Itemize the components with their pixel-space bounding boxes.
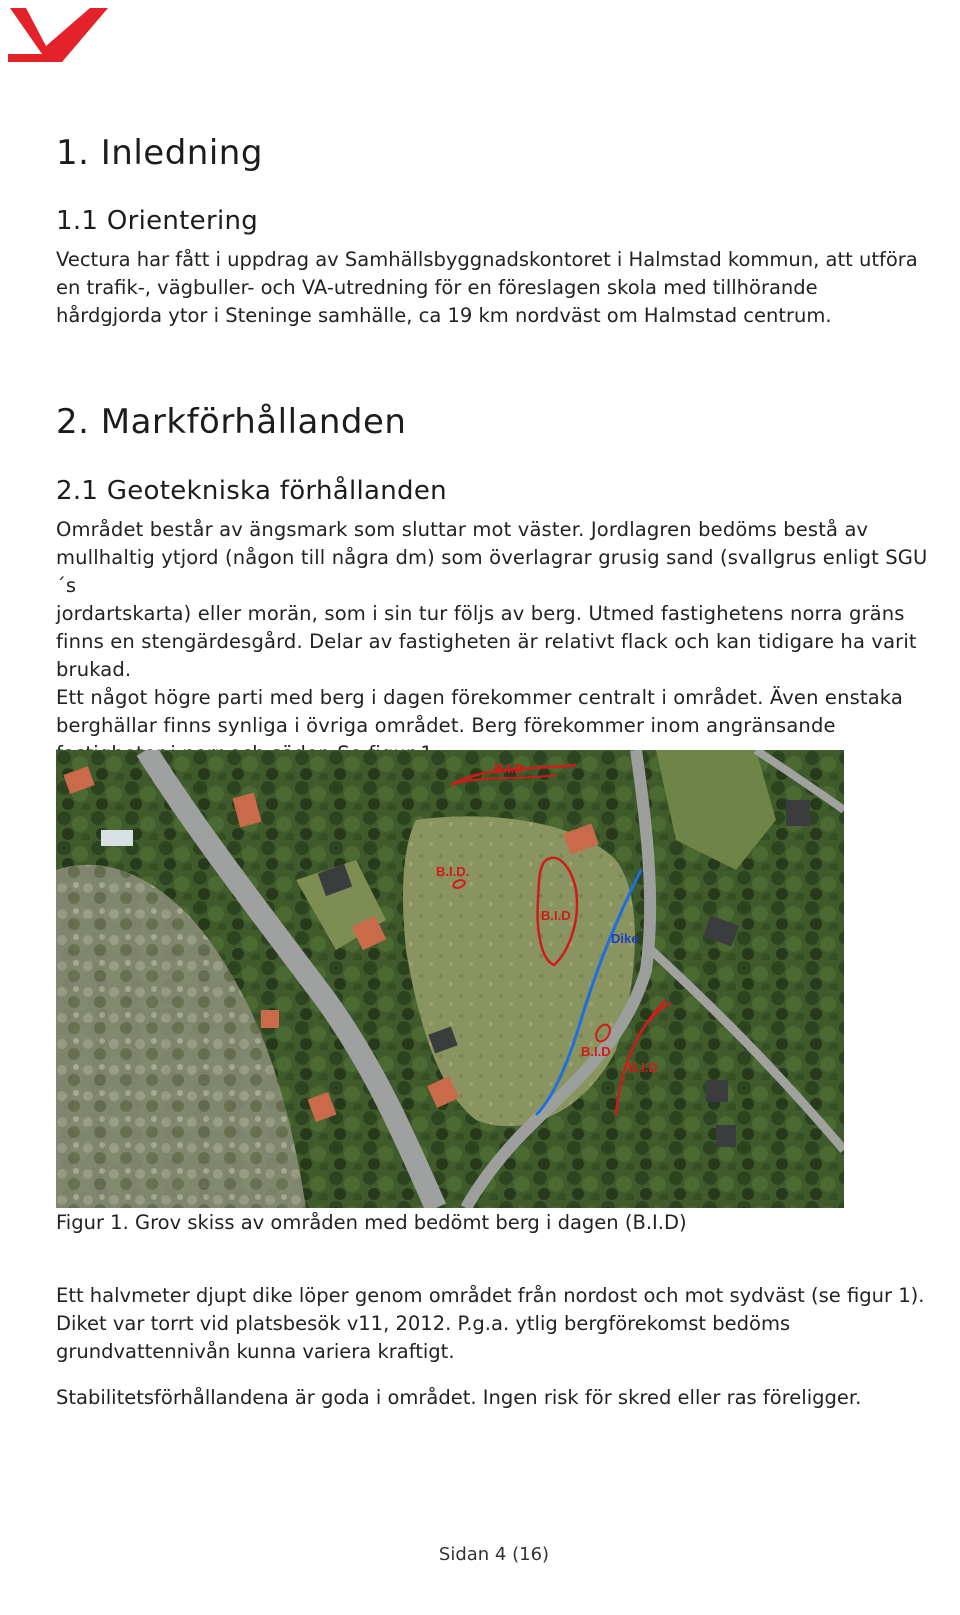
paragraph-orientering: Vectura har fått i uppdrag av Samhällsbyggnadskontoret i Halmstad kommun, att utföra en trafik-, vägbuller- och VA-utredning för en föreslagen skola med tillhörande hårdgjorda ytor i Steninge samhälle, ca 19 km nordväst om Halmstad centrum. [56,248,918,327]
subheading-orientering: 1.1 Orientering [56,206,259,236]
paragraph-stability: Stabilitetsförhållandena är goda i området. Ingen risk för skred eller ras föreligger. [56,1386,862,1409]
bid-label-west: B.I.D. [436,864,470,879]
heading-markforhallanden: 2. Markförhållanden [56,402,407,442]
page-number: Sidan 4 (16) [438,1544,550,1565]
vectura-logo [6,6,110,66]
heading-inledning: 1. Inledning [56,133,263,173]
bid-label-north: B.I.D [494,761,524,776]
bid-label-south: B.I.D [581,1044,611,1059]
dike-label: Dike [611,931,639,946]
paragraph-geotekniska: Området består av ängsmark som sluttar mot väster. Jordlagren bedöms bestå av mullhaltig ytjord (någon till några dm) som överlagrar grusig sand (svallgrus enligt SGU´s jordartskarta) eller morän, som i sin tur följs av berg. Utmed fastighetens norra gräns finns en stengärdesgård. Delar av fastigheten är relativt flack och kan tidigare ha varit brukad. Ett något högre parti med berg i dagen förekommer centralt i området. Även enstaka berghällar finns synliga i övriga området. Berg förekommer inom angränsande [56,518,928,737]
figure-caption: Figur 1. Grov skiss av områden med bedömt berg i dagen (B.I.D) [56,1211,687,1234]
bid-label-central: B.I.D [541,908,571,923]
subheading-geotekniska: 2.1 Geotekniska förhållanden [56,476,447,506]
bid-label-southeast: B.I.D [628,1060,658,1075]
aerial-photo [56,750,844,1208]
aerial-photo-figure [56,750,844,1208]
paragraph-dike: Ett halvmeter djupt dike löper genom området från nordost och mot sydväst (se figur 1). Diket var torrt vid platsbesök v11, 2012. P.g.a. ytlig bergförekomst bedöms grundvattennivån kunna variera kraftigt. [56,1284,925,1363]
